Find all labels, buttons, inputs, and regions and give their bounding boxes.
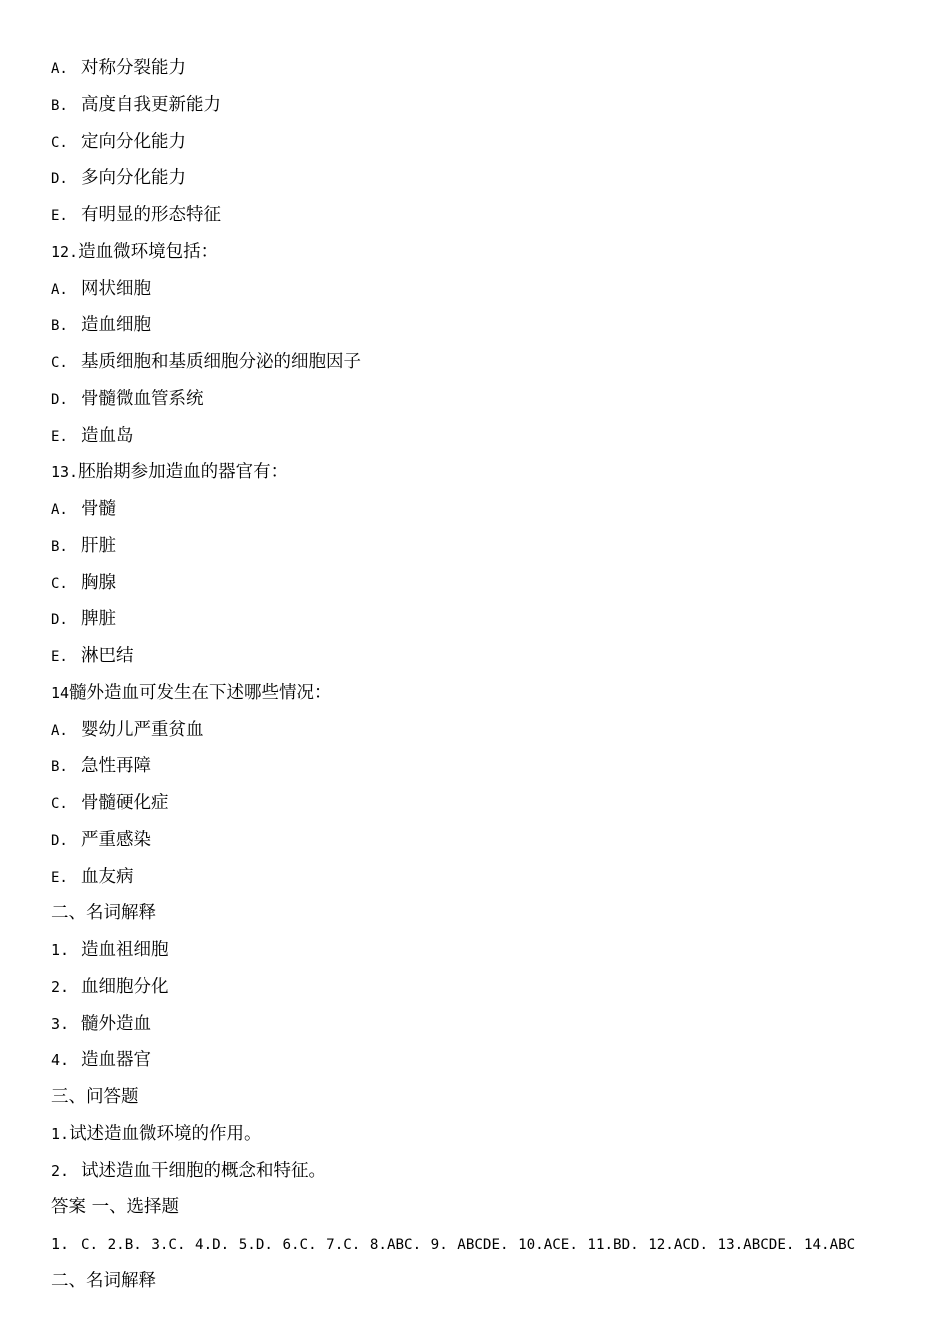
option-text: 骨髓: [81, 499, 116, 519]
question-number: 14: [51, 683, 70, 702]
option-letter: B.: [51, 538, 68, 555]
option-letter: B.: [51, 318, 68, 335]
option-text: 网状细胞: [81, 278, 151, 299]
question-text: 胚胎期参加造血的器官有：: [78, 462, 289, 483]
option-text: 造血岛: [81, 425, 134, 446]
option-letter: D.: [51, 612, 68, 629]
q12-option-d: [51, 381, 911, 418]
answer-number: 1.: [51, 1235, 70, 1253]
option-letter: D.: [51, 391, 68, 408]
option-text: 高度自我更新能力: [81, 94, 221, 115]
question-number: 12.: [51, 242, 79, 261]
option-text: 骨髓微血管系统: [81, 388, 204, 409]
option-letter: A.: [51, 281, 68, 298]
term-item-3: [51, 1006, 911, 1043]
option-letter: B.: [51, 759, 68, 776]
essay-item-2: [51, 1153, 911, 1190]
q13-option-c: [51, 565, 911, 602]
question-12: [51, 234, 911, 271]
term-item-1: [51, 932, 911, 969]
answers-heading: 答案 一、选择题: [51, 1197, 180, 1218]
option-letter: E.: [51, 208, 68, 224]
item-text: 髓外造血: [81, 1013, 151, 1034]
term-item-2: [51, 969, 911, 1006]
option-text: 对称分裂能力: [81, 58, 186, 78]
question-text: 造血微环境包括：: [78, 241, 219, 262]
q12-option-a: [51, 271, 911, 308]
q11-option-d: [51, 160, 911, 197]
option-letter: C.: [51, 796, 68, 812]
option-text: 严重感染: [81, 829, 151, 850]
option-letter: D.: [51, 832, 68, 849]
option-text: 基质细胞和基质细胞分泌的细胞因子: [81, 352, 361, 372]
q13-option-a: [51, 491, 911, 528]
option-text: 多向分化能力: [81, 168, 186, 189]
item-text: 试述造血微环境的作用。: [69, 1123, 262, 1144]
option-text: 淋巴结: [81, 646, 134, 666]
essay-item-1: [51, 1116, 911, 1153]
option-text: 急性再障: [81, 756, 151, 777]
question-13: [51, 454, 911, 491]
option-letter: A.: [51, 502, 68, 518]
q14-option-e: [51, 859, 911, 896]
item-text: 血细胞分化: [81, 976, 169, 997]
question-number: 13.: [51, 463, 79, 482]
answer-key-line: [51, 1226, 911, 1263]
q14-option-d: [51, 822, 911, 859]
section-2-heading: 二、名词解释: [51, 903, 156, 924]
option-letter: E.: [51, 649, 68, 665]
option-letter: C.: [51, 134, 68, 151]
q11-option-e: [51, 197, 911, 234]
question-14: [51, 675, 911, 712]
option-text: 定向分化能力: [81, 131, 186, 152]
q11-option-b: [51, 87, 911, 124]
q12-option-e: [51, 418, 911, 455]
q14-option-b: [51, 748, 911, 785]
option-letter: D.: [51, 171, 68, 188]
term-item-4: [51, 1042, 911, 1079]
option-text: 肝脏: [81, 535, 116, 556]
option-letter: C.: [51, 355, 68, 371]
option-text: 婴幼儿严重贫血: [81, 719, 204, 740]
option-letter: C.: [51, 575, 68, 592]
answer-sequence: C. 2.B. 3.C. 4.D. 5.D. 6.C. 7.C. 8.ABC. 9. ABCDE. 10.ACE. 11.BD. 12.ACD. 13.ABCDE. 14.ABC: [81, 1237, 856, 1253]
option-letter: B.: [51, 97, 68, 114]
item-text: 造血祖细胞: [81, 940, 169, 960]
option-text: 脾脏: [81, 609, 116, 630]
q14-option-c: [51, 785, 911, 822]
item-number: 2.: [51, 977, 70, 996]
item-number: 3.: [51, 1014, 70, 1033]
item-number: 4.: [51, 1051, 70, 1070]
option-letter: A.: [51, 722, 68, 739]
item-text: 试述造血干细胞的概念和特征。: [81, 1160, 326, 1181]
question-text: 髓外造血可发生在下述哪些情况：: [69, 682, 332, 703]
q14-option-a: [51, 712, 911, 749]
item-text: 造血器官: [81, 1050, 151, 1071]
option-text: 有明显的形态特征: [81, 205, 221, 225]
q13-option-b: [51, 528, 911, 565]
option-text: 血友病: [81, 866, 134, 887]
item-number: 1.: [51, 1124, 70, 1143]
q11-option-a: [51, 50, 911, 87]
option-letter: A.: [51, 61, 68, 77]
q12-option-b: [51, 307, 911, 344]
q13-option-e: [51, 638, 911, 675]
option-text: 骨髓硬化症: [81, 793, 169, 813]
item-number: 1.: [51, 941, 70, 959]
option-text: 造血细胞: [81, 315, 151, 336]
q11-option-c: [51, 124, 911, 161]
document-page: [51, 50, 911, 1300]
q13-option-d: [51, 601, 911, 638]
q12-option-c: [51, 344, 911, 381]
section-3-heading: 三、问答题: [51, 1087, 139, 1107]
option-letter: E.: [51, 869, 68, 886]
answers-section-2-heading: 二、名词解释: [51, 1270, 156, 1291]
option-letter: E.: [51, 428, 68, 445]
option-text: 胸腺: [81, 572, 116, 593]
item-number: 2.: [51, 1161, 70, 1180]
